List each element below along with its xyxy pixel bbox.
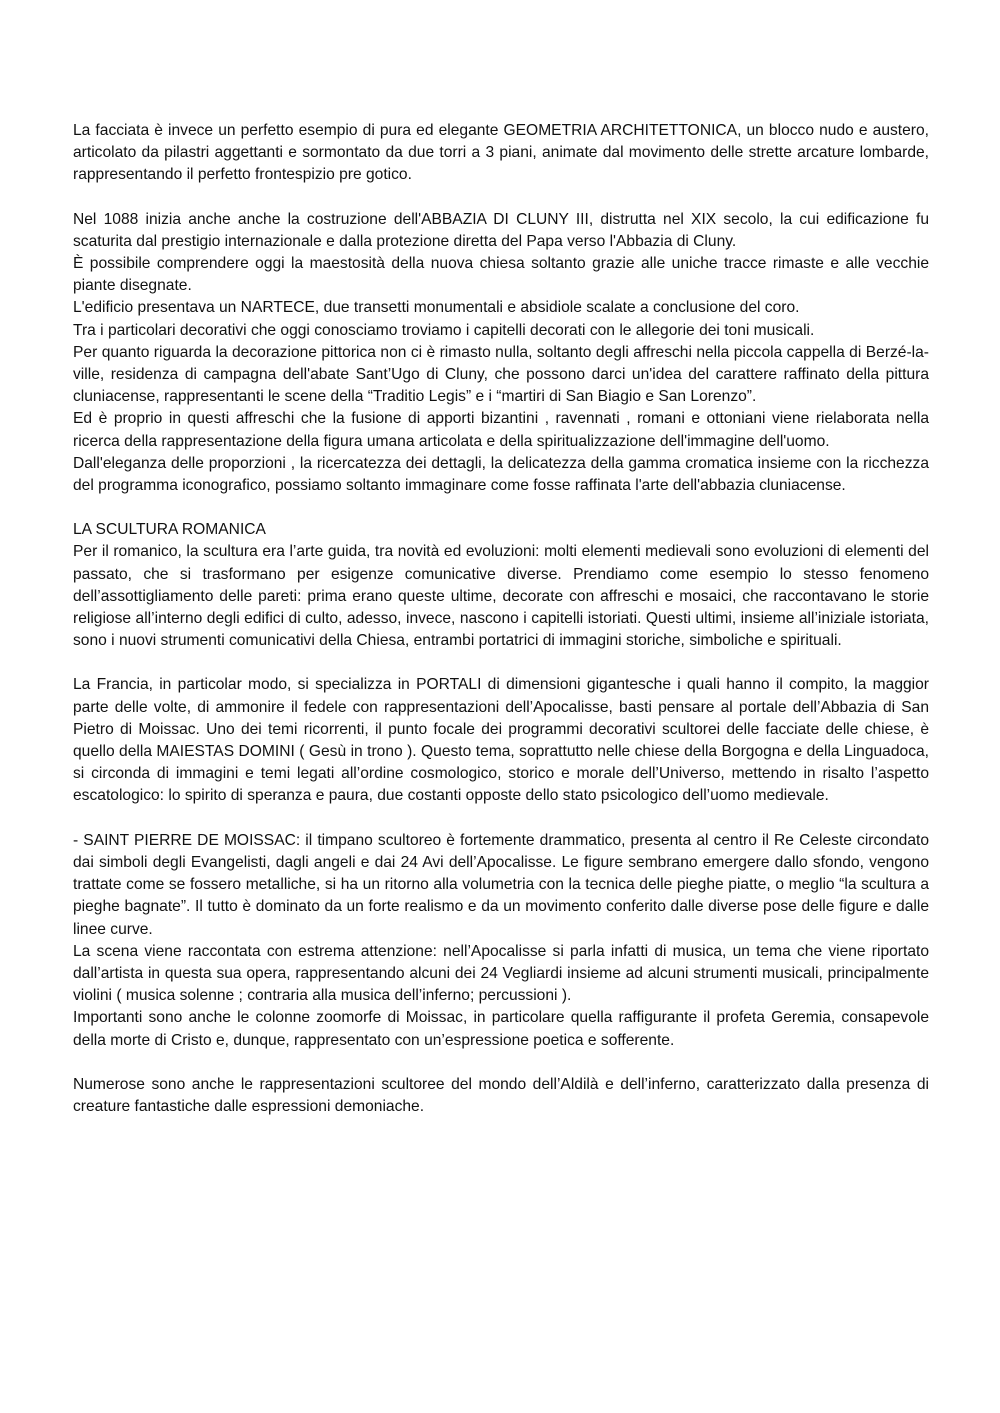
paragraph-aldila: Numerose sono anche le rappresentazioni scultoree del mondo dell’Aldilà e dell’inferno, caratterizzato dalla presenza di creature fantastiche dalle espressioni demoniache. (73, 1075, 929, 1115)
paragraph-cluny-eleganza: Dall'eleganza delle proporzioni , la ricercatezza dei dettagli, la delicatezza della gamma cromatica insieme con la ricchezza del programma iconografico, possiamo soltanto immaginare come fosse raffinata l'arte dell'abbazia cluniacense. (73, 454, 929, 495)
paragraph-moissac-scena: La scena viene raccontata con estrema attenzione: nell’Apocalisse si parla infatti di musica, un tema che viene riportato dall’artista in questa sua opera, rappresentando alcuni dei 24 Vegliardi insieme ad alcuni strumenti musicali, principalmente violini ( musica solenne ; contraria alla musica dell’inferno; percussioni ). (73, 942, 929, 1005)
paragraph-facciata: La facciata è invece un perfetto esempio di pura ed elegante GEOMETRIA ARCHITETTONICA, un blocco nudo e austero, articolato da pilastri aggettanti e sormontato da due torri a 3 piani, animate dal movimento delle strette arcature lombarde, rappresentando il perfetto frontespizio pre gotico. (73, 122, 929, 184)
document-page (73, 120, 929, 1118)
paragraph-cluny-nartece: L'edificio presentava un NARTECE, due transetti monumentali e absidiole scalate a conclusione del coro. (73, 299, 800, 317)
paragraph-cluny-maestosita: È possibile comprendere oggi la maestosità della nuova chiesa soltanto grazie alle uniche tracce rimaste e alle vecchie piante disegnate. (73, 255, 929, 295)
paragraph-gap (73, 1052, 929, 1074)
paragraph-cluny-fusione: Ed è proprio in questi affreschi che la fusione di apporti bizantini , ravennati , romani e ottoniani viene rielaborata nella ricerca della rappresentazione della figura umana articolata e della spiritualizzazione dell'immagine dell'uomo. (73, 410, 929, 450)
paragraph-gap (73, 497, 929, 519)
paragraph-cluny-intro: Nel 1088 inizia anche anche la costruzione dell'ABBAZIA DI CLUNY III, distrutta nel XIX secolo, la cui edificazione fu scaturita dal prestigio internazionale e dalla protezione diretta del Papa verso l'Abbazia di Cluny. (73, 210, 929, 250)
paragraph-gap (73, 187, 929, 209)
section-heading: LA SCULTURA ROMANICA (73, 521, 266, 539)
paragraph-gap (73, 808, 929, 830)
paragraph-portali: La Francia, in particolar modo, si specializza in PORTALI di dimensioni gigantesche i quali hanno il compito, la maggior parte delle volte, di ammonire il fedele con rappresentazioni dell’Apocalisse, basti pensare al portale dell’Abbazia di San Pietro di Moissac. Uno dei temi ricorrenti, il punto focale dei programmi decorativi scultorei delle facciate delle chiese, è quello della MAIESTAS DOMINI ( Gesù in trono ). Questo tema, soprattutto nelle chiese della Borgogna e della Linguadoca, si circonda di immagini e temi legati all’ordine cosmologico, storico e morale dell’Universo, mettendo in risalto l’aspetto escatologico: lo spirito di speranza e paura, due costanti opposte dello stato psicologico dell’uomo medievale. (73, 676, 929, 805)
paragraph-scultura: Per il romanico, la scultura era l’arte guida, tra novità ed evoluzioni: molti elementi medievali sono evoluzioni di elementi del passato, che si trasformano per esigenze comunicative diverse. Prendiamo come esempio lo stesso fenomeno dell’assottigliamento delle pareti: prima erano queste ultime, decorate con affreschi e mosaici, che raccontavano le storie religiose all’interno degli edifici di culto, adesso, invece, nascono i capitelli istoriati. Questi ultimi, insieme all’iniziale istoriata, sono i nuovi strumenti comunicativi della Chiesa, entrambi portatrici di immagini storiche, simboliche e spirituali. (73, 543, 929, 650)
paragraph-cluny-affreschi: Per quanto riguarda la decorazione pittorica non ci è rimasto nulla, soltanto degli affreschi nella piccola cappella di Berzé-la-ville, residenza di campagna dell'abate Sant’Ugo di Cluny, che possono darci un'idea del carattere raffinato della pittura cluniacense, rappresentanti le scene della “Traditio Legis” e i “martiri di San Biagio e San Lorenzo”. (73, 343, 929, 406)
paragraph-cluny-capitelli: Tra i particolari decorativi che oggi conosciamo troviamo i capitelli decorati con le allegorie dei toni musicali. (73, 321, 815, 339)
paragraph-moissac-colonne: Importanti sono anche le colonne zoomorfe di Moissac, in particolare quella raffigurante il profeta Geremia, consapevole della morte di Cristo e, dunque, rappresentato con un’espressione poetica e sofferente. (73, 1009, 929, 1049)
paragraph-gap (73, 652, 929, 674)
paragraph-moissac: - SAINT PIERRE DE MOISSAC: il timpano scultoreo è fortemente drammatico, presenta al centro il Re Celeste circondato dai simboli degli Evangelisti, dagli angeli e dai 24 Avi dell’Apocalisse. Le figure sembrano emergere dallo sfondo, vengono trattate come se fossero metalliche, si ha un ritorno alla volumetria con la tecnica delle pieghe piatte, o meglio “la scultura a pieghe bagnate”. Il tutto è dominato da un forte realismo e da un movimento conferito dalle diverse pose delle figure e dalle linee curve. (73, 831, 929, 938)
